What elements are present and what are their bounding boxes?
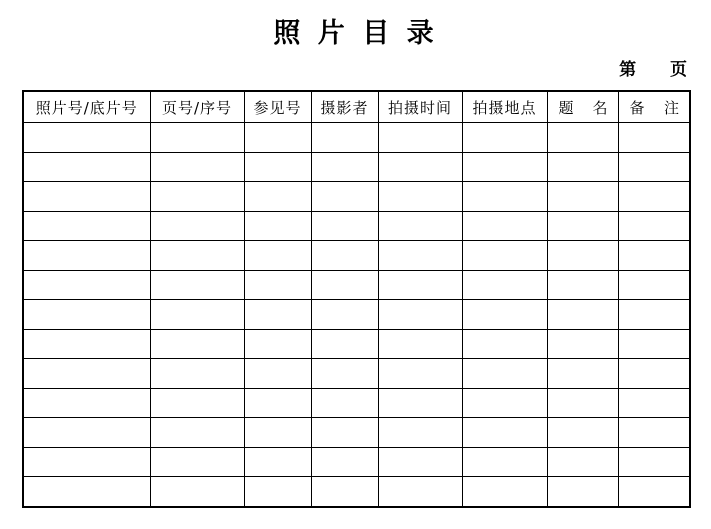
table-cell: [547, 418, 618, 448]
table-cell: [23, 241, 150, 271]
table-cell: [547, 359, 618, 389]
table-cell: [311, 388, 378, 418]
table-cell: [23, 211, 150, 241]
table-row: [23, 152, 690, 182]
table-cell: [618, 182, 690, 212]
page-number-label: 第 页: [619, 60, 687, 80]
table-cell: [618, 477, 690, 507]
table-cell: [462, 123, 547, 153]
table-row: [23, 182, 690, 212]
table-cell: [547, 270, 618, 300]
table-cell: [378, 359, 462, 389]
table-cell: [150, 477, 244, 507]
table-cell: [244, 388, 311, 418]
table-cell: [23, 359, 150, 389]
table-row: [23, 329, 690, 359]
table-cell: [462, 447, 547, 477]
table-cell: [462, 329, 547, 359]
table-cell: [378, 182, 462, 212]
table-cell: [311, 477, 378, 507]
table-header-row: [23, 91, 690, 123]
table-cell: [150, 182, 244, 212]
table-cell: [547, 388, 618, 418]
table-cell: [378, 211, 462, 241]
table-row: [23, 300, 690, 330]
table-body: [23, 123, 690, 508]
header-remarks: 备 注: [618, 91, 690, 123]
table-cell: [23, 152, 150, 182]
table-row: [23, 477, 690, 507]
table-cell: [150, 388, 244, 418]
table-cell: [23, 270, 150, 300]
table-cell: [244, 359, 311, 389]
header-photographer: 摄影者: [311, 91, 378, 123]
table-cell: [547, 477, 618, 507]
table-cell: [150, 447, 244, 477]
table-cell: [378, 477, 462, 507]
table-cell: [547, 211, 618, 241]
table-cell: [311, 359, 378, 389]
table-cell: [244, 477, 311, 507]
table-cell: [244, 123, 311, 153]
table-cell: [462, 388, 547, 418]
photo-catalog-table: [22, 90, 691, 508]
table-cell: [311, 123, 378, 153]
table-cell: [150, 152, 244, 182]
table-cell: [547, 123, 618, 153]
table-cell: [23, 477, 150, 507]
page-title: 照 片 目 录: [273, 18, 438, 49]
table-cell: [547, 300, 618, 330]
table-cell: [618, 447, 690, 477]
table-cell: [378, 388, 462, 418]
table-cell: [150, 211, 244, 241]
table-cell: [311, 329, 378, 359]
table-cell: [244, 418, 311, 448]
table-row: [23, 270, 690, 300]
table-cell: [23, 388, 150, 418]
header-photo-negative-number: 照片号/底片号: [23, 91, 150, 123]
table-cell: [150, 329, 244, 359]
table-row: [23, 359, 690, 389]
table-cell: [150, 241, 244, 271]
table-cell: [618, 241, 690, 271]
table-cell: [378, 329, 462, 359]
table-cell: [23, 329, 150, 359]
table-cell: [150, 418, 244, 448]
table-cell: [150, 359, 244, 389]
table-cell: [23, 123, 150, 153]
table-cell: [462, 270, 547, 300]
table-cell: [462, 359, 547, 389]
table-cell: [150, 300, 244, 330]
table-cell: [462, 418, 547, 448]
table-cell: [462, 211, 547, 241]
table-cell: [547, 182, 618, 212]
table-cell: [618, 388, 690, 418]
table-cell: [150, 123, 244, 153]
table-cell: [547, 241, 618, 271]
table-cell: [618, 359, 690, 389]
table-cell: [23, 418, 150, 448]
table-cell: [311, 418, 378, 448]
table-cell: [23, 300, 150, 330]
table-cell: [244, 270, 311, 300]
header-title: 题 名: [547, 91, 618, 123]
table-cell: [244, 447, 311, 477]
table-cell: [311, 447, 378, 477]
table-cell: [618, 418, 690, 448]
table-row: [23, 447, 690, 477]
table-cell: [378, 241, 462, 271]
table-cell: [378, 152, 462, 182]
table-row: [23, 123, 690, 153]
table-cell: [311, 300, 378, 330]
table-cell: [618, 270, 690, 300]
table-cell: [378, 270, 462, 300]
table-cell: [378, 447, 462, 477]
table-row: [23, 241, 690, 271]
table-cell: [618, 329, 690, 359]
table-cell: [547, 329, 618, 359]
table-row: [23, 418, 690, 448]
table-cell: [311, 270, 378, 300]
table-cell: [244, 241, 311, 271]
table-cell: [244, 211, 311, 241]
table-cell: [244, 300, 311, 330]
table-cell: [618, 123, 690, 153]
table-cell: [547, 447, 618, 477]
table-cell: [23, 182, 150, 212]
table-cell: [244, 182, 311, 212]
table-cell: [311, 241, 378, 271]
table-cell: [311, 182, 378, 212]
table-cell: [618, 152, 690, 182]
table-cell: [244, 329, 311, 359]
table-cell: [378, 300, 462, 330]
header-shooting-location: 拍摄地点: [462, 91, 547, 123]
table-cell: [462, 152, 547, 182]
table-cell: [462, 477, 547, 507]
table-cell: [547, 152, 618, 182]
table-row: [23, 211, 690, 241]
table-cell: [150, 270, 244, 300]
table-cell: [311, 211, 378, 241]
table-row: [23, 388, 690, 418]
header-page-sequence-number: 页号/序号: [150, 91, 244, 123]
table-cell: [244, 152, 311, 182]
table-cell: [23, 447, 150, 477]
table-cell: [618, 300, 690, 330]
table-cell: [378, 418, 462, 448]
header-shooting-time: 拍摄时间: [378, 91, 462, 123]
table-cell: [462, 241, 547, 271]
header-reference-number: 参见号: [244, 91, 311, 123]
table-cell: [311, 152, 378, 182]
table-cell: [378, 123, 462, 153]
table-cell: [462, 300, 547, 330]
table-cell: [618, 211, 690, 241]
table-cell: [462, 182, 547, 212]
